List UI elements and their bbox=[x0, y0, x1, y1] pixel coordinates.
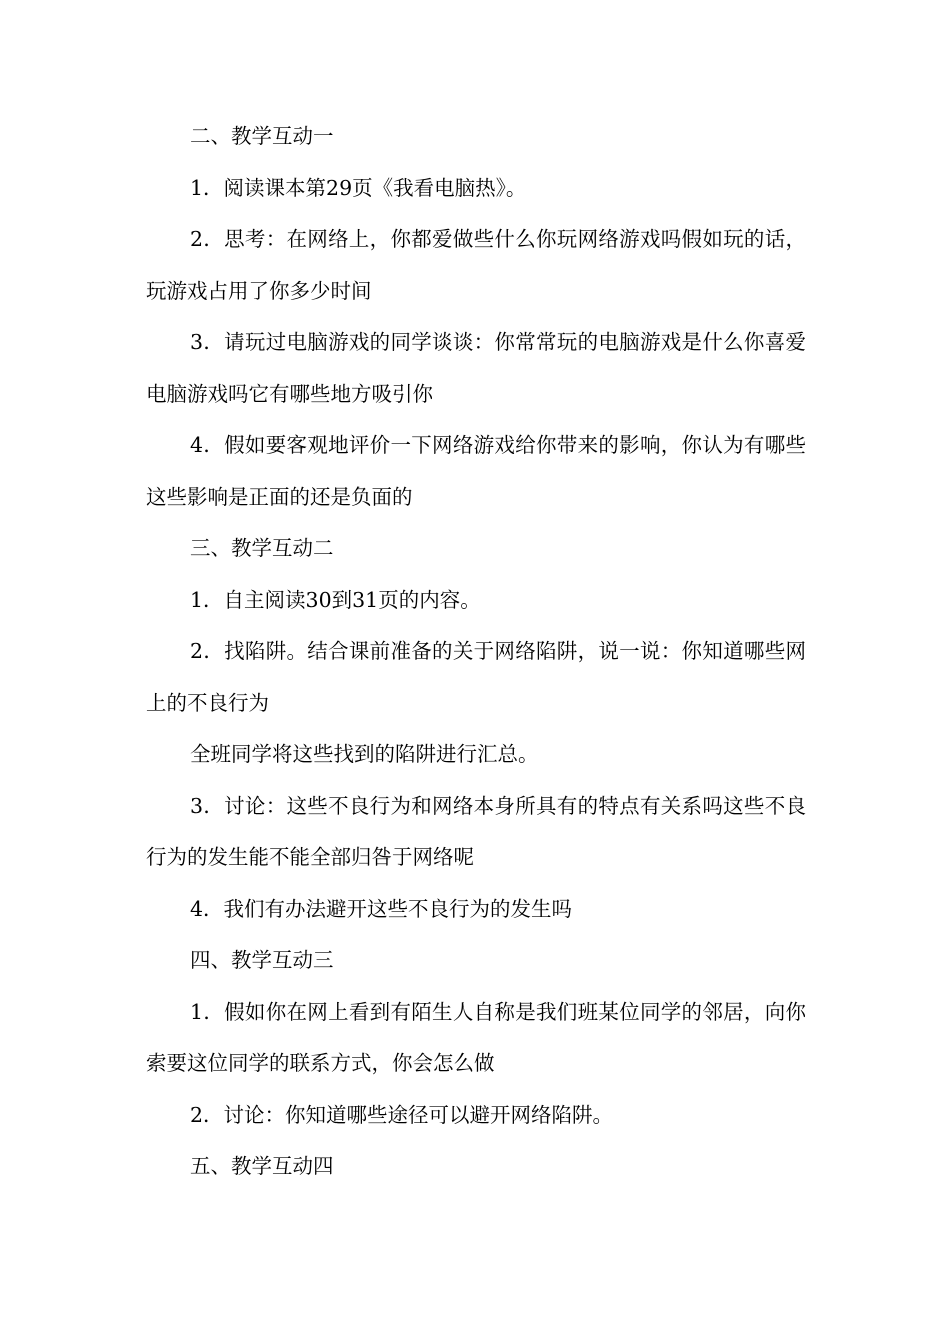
paragraph-item-3: 3．请玩过电脑游戏的同学谈谈：你常常玩的电脑游戏是什么你喜爱电脑游戏吗它有哪些地方吸引你 bbox=[146, 330, 806, 406]
paragraph-item-4: 4．假如要客观地评价一下网络游戏给你带来的影响，你认为有哪些这些影响是正面的还是负面的 bbox=[146, 433, 806, 509]
paragraph-item-4: 4．我们有办法避开这些不良行为的发生吗 bbox=[190, 896, 573, 921]
paragraph-item-2: 2．找陷阱。结合课前准备的关于网络陷阱，说一说：你知道哪些网上的不良行为 bbox=[146, 639, 806, 715]
paragraph-item-3: 3．讨论：这些不良行为和网络本身所具有的特点有关系吗这些不良行为的发生能不能全部归咎于网络呢 bbox=[146, 793, 806, 869]
section-heading-3: 三、教学互动二 bbox=[190, 536, 334, 560]
paragraph-item-2: 2．讨论：你知道哪些途径可以避开网络陷阱。 bbox=[190, 1102, 614, 1127]
section-heading-2: 二、教学互动一 bbox=[190, 124, 334, 148]
paragraph-item-2: 2．思考：在网络上，你都爱做些什么你玩网络游戏吗假如玩的话，玩游戏占用了你多少时间 bbox=[146, 227, 806, 303]
paragraph-item-1: 1．阅读课本第29页《我看电脑热》。 bbox=[190, 175, 527, 200]
paragraph-item-1: 1．假如你在网上看到有陌生人自称是我们班某位同学的邻居，向你索要这位同学的联系方式，你会怎么做 bbox=[146, 999, 806, 1075]
document-body bbox=[146, 111, 806, 1193]
paragraph-text: 全班同学将这些找到的陷阱进行汇总。 bbox=[190, 742, 539, 766]
paragraph-item-1: 1．自主阅读30到31页的内容。 bbox=[190, 587, 481, 612]
section-heading-4: 四、教学互动三 bbox=[190, 948, 334, 972]
section-heading-5: 五、教学互动四 bbox=[190, 1154, 334, 1178]
